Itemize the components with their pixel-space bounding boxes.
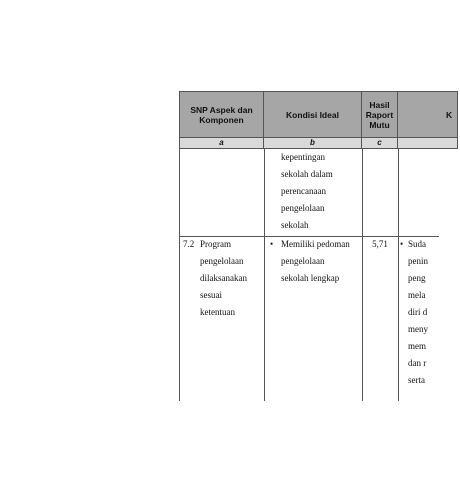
ideal-condition-text — [281, 236, 350, 287]
text-line: perencanaan — [281, 186, 326, 196]
raport-score: 5,71 — [372, 239, 388, 249]
actual-condition-text — [408, 236, 428, 389]
row-number: 7.2 — [183, 239, 195, 249]
header-kondisi — [398, 91, 458, 137]
text-line: dan r — [408, 358, 427, 368]
text-line: peng — [408, 273, 426, 283]
text-line: sesuai — [200, 290, 222, 300]
text-line: meny — [408, 324, 428, 334]
header-snp-aspek-label: SNP Aspek dan Komponen — [190, 104, 253, 125]
header-hasil-raport-mutu — [362, 91, 398, 137]
header-kondisi-ideal-label: Kondisi Ideal — [286, 109, 339, 120]
text-line: diri d — [408, 307, 428, 317]
text-line: Memiliki pedoman — [281, 239, 350, 249]
continued-ideal-text — [281, 149, 361, 234]
snp-table — [179, 91, 453, 401]
bullet-icon: • — [400, 239, 404, 249]
actual-condition — [400, 236, 460, 389]
ideal-condition — [270, 236, 362, 287]
component-text — [200, 236, 260, 321]
text-line: sekolah — [281, 220, 309, 230]
text-line: sekolah dalam — [281, 169, 333, 179]
text-line: penin — [408, 256, 428, 266]
letter-d-cell — [398, 137, 458, 149]
text-line: Program — [200, 239, 231, 249]
column-divider — [362, 149, 363, 401]
text-line: dilaksanakan — [200, 273, 247, 283]
letter-c: c — [362, 137, 398, 149]
text-line: ketentuan — [200, 307, 235, 317]
text-line: mem — [408, 341, 426, 351]
text-line: serta — [408, 375, 425, 385]
text-line: kepentingan — [281, 152, 325, 162]
header-kondisi-ideal — [264, 91, 362, 137]
text-line: mela — [408, 290, 426, 300]
text-line: pengelolaan — [281, 203, 325, 213]
text-line: sekolah lengkap — [281, 273, 340, 283]
letter-b: b — [264, 137, 362, 149]
bullet-icon: • — [270, 239, 274, 249]
text-line: Suda — [408, 239, 426, 249]
column-divider — [264, 149, 265, 401]
text-line: pengelolaan — [200, 256, 244, 266]
table-border-left — [179, 149, 180, 401]
header-kondisi-label: K — [446, 109, 453, 120]
header-hasil-raport-mutu-label: Hasil Raport Mutu — [365, 99, 394, 130]
text-line: pengelolaan — [281, 256, 325, 266]
letter-a: a — [179, 137, 264, 149]
header-snp-aspek — [179, 91, 264, 137]
column-divider — [398, 149, 399, 401]
